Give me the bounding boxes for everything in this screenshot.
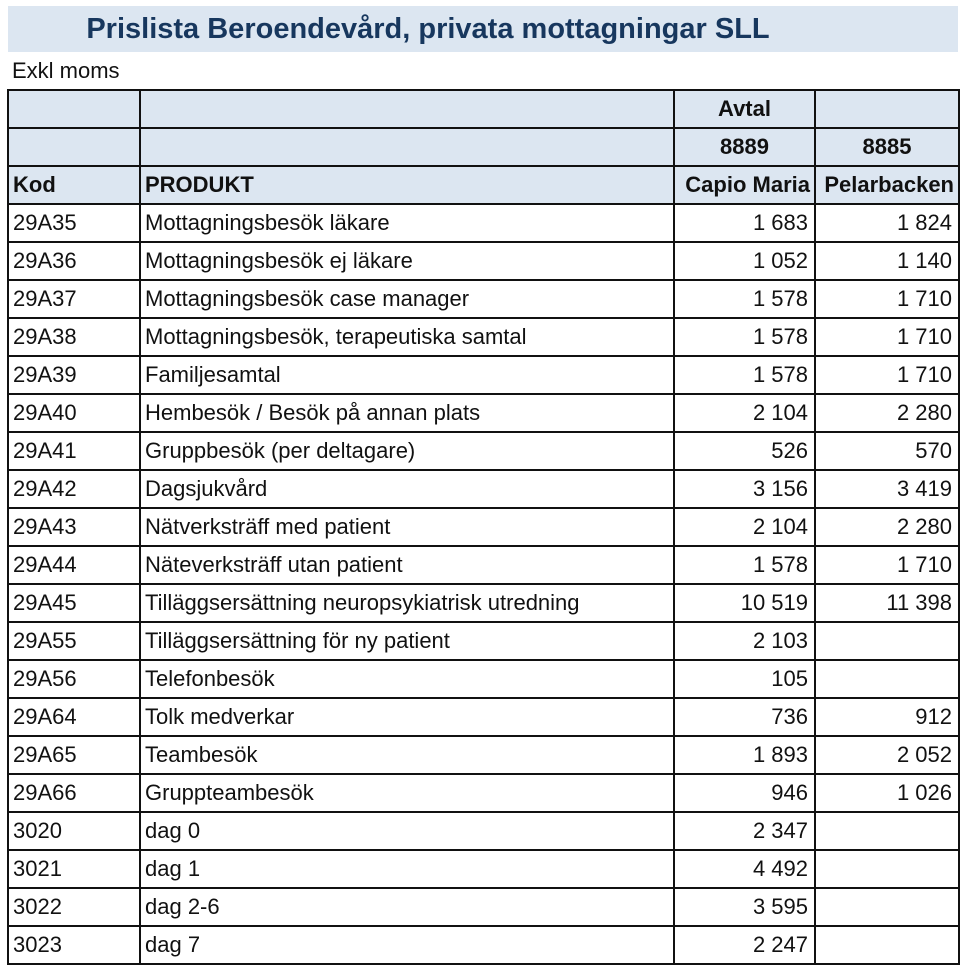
table-row (8, 812, 959, 850)
cell-produkt: Telefonbesök (140, 660, 674, 698)
cell-capio-maria: 10 519 (674, 584, 815, 622)
table-row (8, 318, 959, 356)
header-row-columns (8, 166, 959, 204)
cell-pelarbacken: 11 398 (815, 584, 959, 622)
cell-capio-maria: 3 595 (674, 888, 815, 926)
table-row (8, 470, 959, 508)
cell-produkt: Tilläggsersättning för ny patient (140, 622, 674, 660)
cell-kod: 29A42 (8, 470, 140, 508)
cell-capio-maria: 1 578 (674, 546, 815, 584)
cell-capio-maria: 1 578 (674, 318, 815, 356)
cell-capio-maria: 3 156 (674, 470, 815, 508)
cell-capio-maria: 1 683 (674, 204, 815, 242)
price-table (7, 89, 960, 965)
page-title: Prislista Beroendevård, privata mottagningar SLL (86, 12, 770, 45)
cell-produkt: Mottagningsbesök ej läkare (140, 242, 674, 280)
header-empty-cell (140, 128, 674, 166)
cell-kod: 29A45 (8, 584, 140, 622)
cell-kod: 29A56 (8, 660, 140, 698)
cell-kod: 3022 (8, 888, 140, 926)
cell-capio-maria: 2 104 (674, 394, 815, 432)
header-code-b: 8885 (815, 128, 959, 166)
table-row (8, 698, 959, 736)
cell-kod: 29A40 (8, 394, 140, 432)
cell-capio-maria: 1 052 (674, 242, 815, 280)
cell-capio-maria: 1 578 (674, 280, 815, 318)
table-row (8, 736, 959, 774)
cell-pelarbacken: 1 710 (815, 280, 959, 318)
cell-pelarbacken (815, 926, 959, 964)
cell-capio-maria: 2 103 (674, 622, 815, 660)
cell-kod: 29A43 (8, 508, 140, 546)
cell-pelarbacken: 2 280 (815, 394, 959, 432)
header-row-avtal (8, 90, 959, 128)
table-row (8, 508, 959, 546)
title-bar (8, 6, 958, 52)
cell-pelarbacken: 1 710 (815, 546, 959, 584)
cell-produkt: Näteverksträff utan patient (140, 546, 674, 584)
cell-pelarbacken: 570 (815, 432, 959, 470)
cell-kod: 3023 (8, 926, 140, 964)
cell-kod: 29A44 (8, 546, 140, 584)
cell-produkt: Tilläggsersättning neuropsykiatrisk utredning (140, 584, 674, 622)
cell-pelarbacken (815, 622, 959, 660)
table-row (8, 546, 959, 584)
cell-produkt: Tolk medverkar (140, 698, 674, 736)
cell-capio-maria: 1 893 (674, 736, 815, 774)
header-kod: Kod (8, 166, 140, 204)
cell-pelarbacken (815, 812, 959, 850)
cell-pelarbacken: 3 419 (815, 470, 959, 508)
cell-kod: 29A41 (8, 432, 140, 470)
cell-pelarbacken (815, 888, 959, 926)
cell-kod: 29A35 (8, 204, 140, 242)
cell-produkt: dag 0 (140, 812, 674, 850)
table-row (8, 356, 959, 394)
cell-produkt: Mottagningsbesök, terapeutiska samtal (140, 318, 674, 356)
table-row (8, 280, 959, 318)
cell-kod: 29A65 (8, 736, 140, 774)
cell-pelarbacken: 2 280 (815, 508, 959, 546)
cell-kod: 29A37 (8, 280, 140, 318)
cell-produkt: Mottagningsbesök läkare (140, 204, 674, 242)
header-empty-cell (8, 90, 140, 128)
cell-capio-maria: 2 347 (674, 812, 815, 850)
header-avtal: Avtal (674, 90, 815, 128)
cell-produkt: Mottagningsbesök case manager (140, 280, 674, 318)
cell-produkt: Teambesök (140, 736, 674, 774)
cell-capio-maria: 526 (674, 432, 815, 470)
header-empty-cell (140, 90, 674, 128)
table-row (8, 584, 959, 622)
cell-pelarbacken: 1 710 (815, 318, 959, 356)
cell-produkt: dag 1 (140, 850, 674, 888)
cell-kod: 29A64 (8, 698, 140, 736)
cell-capio-maria: 1 578 (674, 356, 815, 394)
table-row (8, 242, 959, 280)
header-pelarbacken: Pelarbacken (815, 166, 959, 204)
cell-kod: 29A39 (8, 356, 140, 394)
cell-pelarbacken (815, 660, 959, 698)
cell-kod: 29A55 (8, 622, 140, 660)
vat-note: Exkl moms (12, 58, 120, 83)
table-row (8, 926, 959, 964)
header-empty-cell (815, 90, 959, 128)
table-row (8, 432, 959, 470)
cell-produkt: dag 2-6 (140, 888, 674, 926)
header-capio-maria: Capio Maria (674, 166, 815, 204)
cell-pelarbacken: 1 140 (815, 242, 959, 280)
cell-produkt: Gruppbesök (per deltagare) (140, 432, 674, 470)
cell-capio-maria: 4 492 (674, 850, 815, 888)
cell-capio-maria: 2 247 (674, 926, 815, 964)
table-row (8, 774, 959, 812)
header-produkt: PRODUKT (140, 166, 674, 204)
table-row (8, 204, 959, 242)
cell-pelarbacken: 2 052 (815, 736, 959, 774)
cell-capio-maria: 105 (674, 660, 815, 698)
header-code-a: 8889 (674, 128, 815, 166)
table-row (8, 850, 959, 888)
cell-produkt: Hembesök / Besök på annan plats (140, 394, 674, 432)
cell-pelarbacken: 1 824 (815, 204, 959, 242)
cell-pelarbacken: 1 710 (815, 356, 959, 394)
cell-kod: 29A66 (8, 774, 140, 812)
cell-kod: 29A38 (8, 318, 140, 356)
table-row (8, 622, 959, 660)
cell-pelarbacken (815, 850, 959, 888)
cell-kod: 29A36 (8, 242, 140, 280)
cell-kod: 3020 (8, 812, 140, 850)
cell-pelarbacken: 1 026 (815, 774, 959, 812)
cell-capio-maria: 736 (674, 698, 815, 736)
cell-produkt: Gruppteambesök (140, 774, 674, 812)
cell-produkt: Dagsjukvård (140, 470, 674, 508)
cell-produkt: Nätverksträff med patient (140, 508, 674, 546)
cell-pelarbacken: 912 (815, 698, 959, 736)
header-empty-cell (8, 128, 140, 166)
header-row-codes (8, 128, 959, 166)
cell-capio-maria: 946 (674, 774, 815, 812)
table-row (8, 888, 959, 926)
cell-produkt: Familjesamtal (140, 356, 674, 394)
table-row (8, 660, 959, 698)
cell-produkt: dag 7 (140, 926, 674, 964)
cell-kod: 3021 (8, 850, 140, 888)
table-row (8, 394, 959, 432)
cell-capio-maria: 2 104 (674, 508, 815, 546)
